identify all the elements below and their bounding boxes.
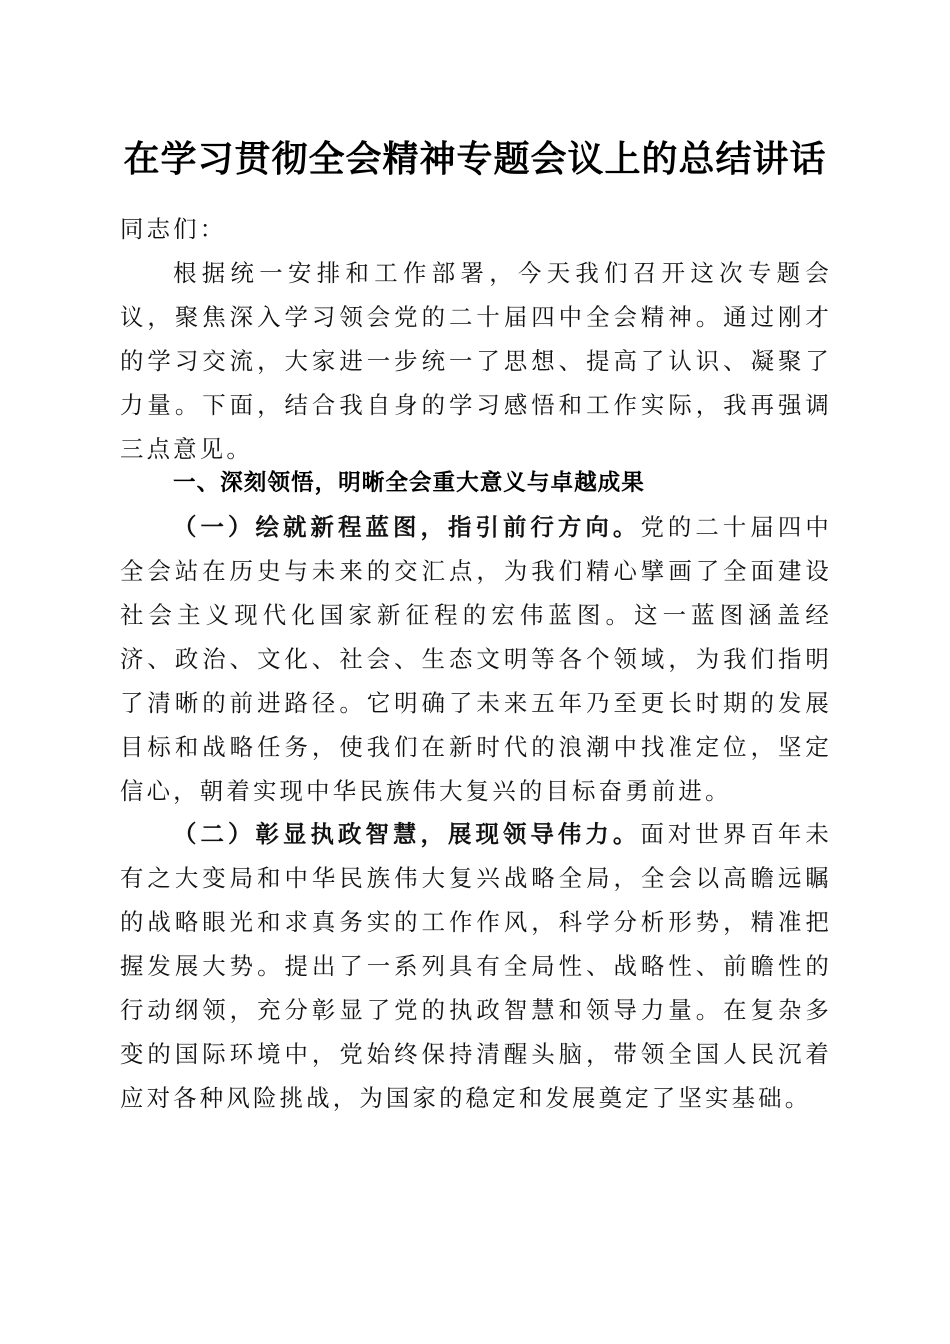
page-title: 在学习贯彻全会精神专题会议上的总结讲话 xyxy=(123,138,827,180)
subsection-1-body: 党的二十届四中全会站在历史与未来的交汇点，为我们精心擘画了全面建设社会主义现代化国家新征程的宏伟蓝图。这一蓝图涵盖经济、政治、文化、社会、生态文明等各个领域，为我们指明了清晰的前进路径。它明确了未来五年乃至更长时期的发展目标和战略任务，使我们在新时代的浪潮中找准定位，坚定信心，朝着实现中华民族伟大复兴的目标奋勇前进。 xyxy=(120,513,833,805)
subsection-1-paragraph xyxy=(120,505,832,813)
subsection-2-text xyxy=(120,812,832,1120)
subsection-1-lead: （一）绘就新程蓝图，指引前行方向。 xyxy=(173,513,641,541)
subsection-2-paragraph xyxy=(120,812,832,1120)
subsection-1-text xyxy=(120,505,832,813)
intro-paragraph-text: 根据统一安排和工作部署，今天我们召开这次专题会议，聚焦深入学习领会党的二十届四中全会精神。通过刚才的学习交流，大家进一步统一了思想、提高了认识、凝聚了力量。下面，结合我自身的学习感悟和工作实际，我再强调三点意见。 xyxy=(120,259,832,463)
salutation-text: 同志们： xyxy=(120,215,227,243)
subsection-2-lead: （二）彰显执政智慧，展现领导伟力。 xyxy=(173,820,641,848)
salutation xyxy=(120,207,832,251)
subsection-2-body: 面对世界百年未有之大变局和中华民族伟大复兴战略全局，全会以高瞻远瞩的战略眼光和求真务实的工作作风，科学分析形势，精准把握发展大势。提出了一系列具有全局性、战略性、前瞻性的行动纲领，充分彰显了党的执政智慧和领导力量。在复杂多变的国际环境中，党始终保持清醒头脑，带领全国人民沉着应对各种风险挑战，为国家的稳定和发展奠定了坚实基础。 xyxy=(120,820,833,1112)
intro-paragraph xyxy=(120,251,832,471)
section-heading-1: 一、深刻领悟，明晰全会重大意义与卓越成果 xyxy=(173,470,645,496)
